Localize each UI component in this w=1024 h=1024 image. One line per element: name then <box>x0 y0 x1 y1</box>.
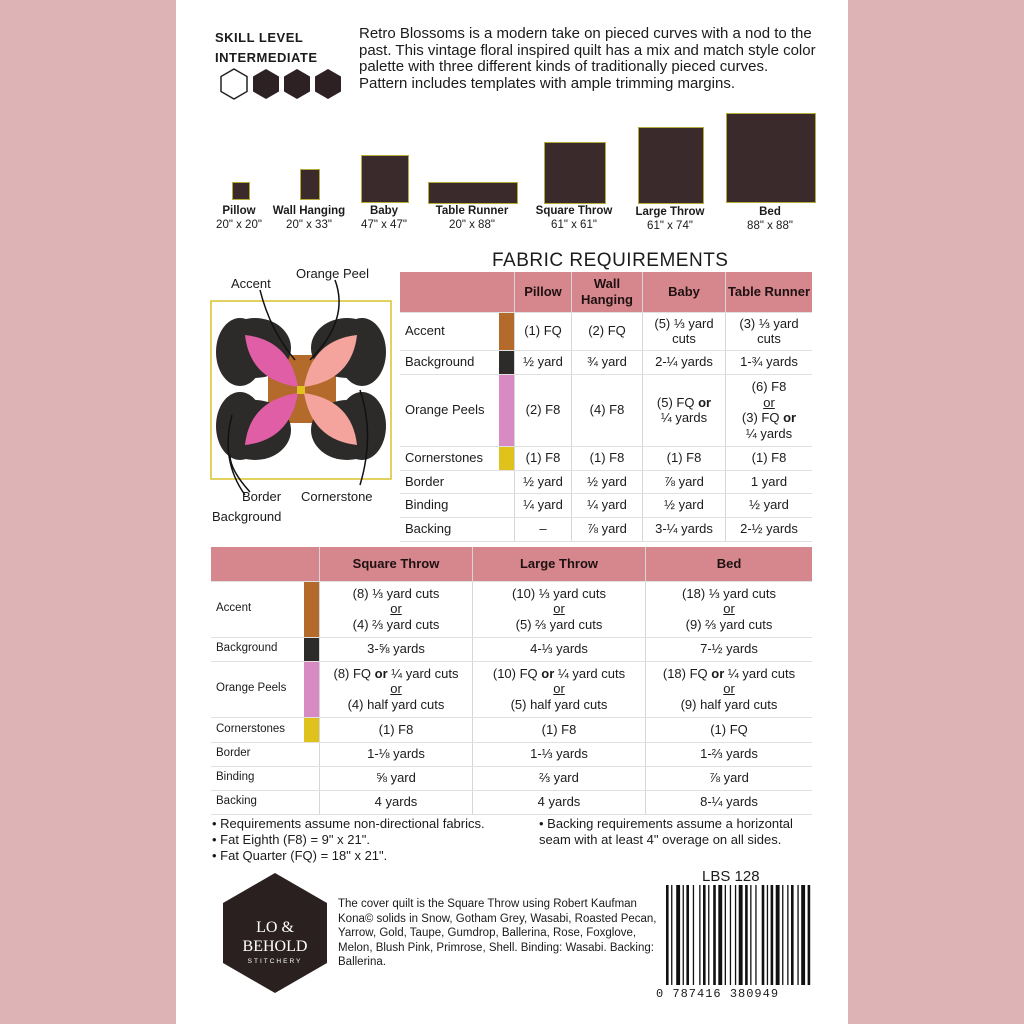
table1-cell: (1) F8 <box>515 446 572 470</box>
table2-header-bed: Bed <box>646 547 813 581</box>
barcode-bar <box>686 885 689 985</box>
table1-cell: ⅞ yard <box>572 517 643 541</box>
pattern-description: Retro Blossoms is a modern take on pieced curves with a nod to the past. This vintage floral inspired quilt has a mix and match style color palette with three different kinds of traditionally pieced curves. Pattern includes templates with ample trimming margins. <box>359 25 816 92</box>
logo-text-line2: BEHOLD <box>242 938 308 955</box>
barcode-bar <box>671 885 672 985</box>
table2-cell: (1) F8 <box>320 717 473 742</box>
table1-cell: (3) ⅓ yard cuts <box>726 312 813 350</box>
barcode-bar <box>791 885 794 985</box>
table2-cell: 7-½ yards <box>646 637 813 661</box>
table1-cell: (2) F8 <box>515 374 572 446</box>
table1-cell: ½ yard <box>572 470 643 493</box>
table1-cell-line: (6) F8 <box>751 379 787 394</box>
logo-text-line1: LO & <box>256 919 294 936</box>
barcode-bar <box>771 885 774 985</box>
table2-label-border: Border <box>211 742 304 766</box>
size-label-wall-hanging: Wall Hanging <box>272 205 346 217</box>
skill-level <box>215 28 318 68</box>
table1-cell-line: ¼ yards <box>660 410 708 425</box>
table1-cell: 1 yard <box>726 470 813 493</box>
table1-cell: (1) F8 <box>643 446 726 470</box>
fabric-requirements-title: FABRIC REQUIREMENTS <box>492 250 729 271</box>
barcode-bar <box>767 885 768 985</box>
table1-cell <box>643 374 726 446</box>
table2-cell-line: (4) ⅔ yard cuts <box>352 616 440 632</box>
table2-cell-or: or <box>553 601 565 617</box>
table1-header-wall-hanging: Wall Hanging <box>572 272 643 312</box>
table1-cell: (4) F8 <box>572 374 643 446</box>
table2-cell-line: (4) half yard cuts <box>347 696 445 712</box>
table1-cell: 2-½ yards <box>726 517 813 541</box>
barcode-bar <box>750 885 751 985</box>
barcode-digits-right: 380949 <box>729 987 780 1001</box>
barcode-bar <box>699 885 700 985</box>
lo-and-behold-logo <box>222 872 328 994</box>
table2-cell-or: or <box>723 601 735 617</box>
table1-cell-line: ¼ yards <box>745 425 793 441</box>
barcode-bar <box>755 885 756 985</box>
table2-label-backing: Backing <box>211 790 304 814</box>
table1-swatch-accent <box>499 312 515 350</box>
barcode-bar <box>708 885 709 985</box>
table1-cell: (2) FQ <box>572 312 643 350</box>
table2-cell: 8-¼ yards <box>646 790 813 814</box>
table1-label-accent: Accent <box>400 312 499 350</box>
table1-cell: ¼ yard <box>515 493 572 517</box>
size-thumb-large-throw <box>638 127 704 204</box>
barcode-bar <box>725 885 726 985</box>
skill-hex-2 <box>253 69 279 99</box>
barcode-bar <box>703 885 706 985</box>
table1-swatch-empty <box>499 517 515 541</box>
logo-text-line3: STITCHERY <box>247 958 303 965</box>
table2-swatch-empty <box>304 766 320 790</box>
barcode-bar <box>713 885 716 985</box>
table1-cell: ⅞ yard <box>643 470 726 493</box>
table2-cell: 4 yards <box>320 790 473 814</box>
size-dim-wall-hanging: 20" x 33" <box>286 219 332 231</box>
size-dim-large-throw: 61" x 74" <box>647 220 693 232</box>
table2-cell: 1-⅓ yards <box>473 742 646 766</box>
table2-cell: ⅝ yard <box>320 766 473 790</box>
table1-cell-or-underlined: or <box>763 394 775 410</box>
table1-label-orange-peels: Orange Peels <box>400 374 499 446</box>
notes-right: • Backing requirements assume a horizontal seam with at least 4" overage on all sides. <box>539 816 793 847</box>
size-thumb-bed <box>726 113 816 203</box>
size-thumb-table-runner <box>428 182 518 204</box>
barcode-bar <box>762 885 765 985</box>
size-thumb-pillow <box>232 182 250 200</box>
table2-cell-line: (8) FQ <box>333 665 372 681</box>
cover-quilt-credit: The cover quilt is the Square Throw using Robert Kaufman Kona© solids in Snow, Gotham Grey, Wasabi, Roasted Pecan, Yarrow, Gold, Taupe, Gumdrop, Ballerina, Rose, Foxglove, Melon, Blush Pink, Primrose, Shell. Binding: Wasabi. Backing: Ballerina. <box>338 898 657 968</box>
skill-hex-1 <box>221 69 247 99</box>
table2-cell-or-bold: or <box>711 665 725 681</box>
table2-cell-line: ¼ yard cuts <box>557 665 626 681</box>
table2-cell-or-bold: or <box>541 665 555 681</box>
barcode-bar <box>787 885 788 985</box>
table2-cell <box>473 581 646 637</box>
size-label-bed: Bed <box>759 206 781 218</box>
skill-hexagons <box>219 67 345 101</box>
table2-label-accent: Accent <box>211 581 304 637</box>
table1-cell: – <box>515 517 572 541</box>
size-dim-square-throw: 61" x 61" <box>551 219 597 231</box>
table2-cell: 4 yards <box>473 790 646 814</box>
fabric-table-small <box>400 272 812 542</box>
barcode-bar <box>797 885 798 985</box>
size-thumb-baby <box>361 155 409 203</box>
table1-cell: ½ yard <box>515 350 572 374</box>
table2-swatch-empty <box>304 790 320 814</box>
table2-cell-line: (18) ⅓ yard cuts <box>682 585 776 601</box>
skill-level-value: INTERMEDIATE <box>215 50 318 65</box>
note-line: • Requirements assume non-directional fabrics. <box>212 816 485 831</box>
table2-header-large-throw: Large Throw <box>473 547 646 581</box>
table1-cell-line: (5) FQ <box>656 394 695 410</box>
left-border <box>0 0 176 1024</box>
barcode-bar <box>735 885 736 985</box>
barcode-digit-lead: 0 <box>656 987 665 1001</box>
table2-label-cornerstones: Cornerstones <box>211 717 304 742</box>
barcode-bar <box>683 885 684 985</box>
skill-hex-3 <box>284 69 310 99</box>
table2-cell: ⅔ yard <box>473 766 646 790</box>
table2-cell-line: ¼ yard cuts <box>391 665 459 681</box>
size-dim-table-runner: 20" x 88" <box>449 219 495 231</box>
table2-cell <box>646 661 813 717</box>
table1-label-cornerstones: Cornerstones <box>400 446 499 470</box>
table2-swatch-accent <box>304 581 320 637</box>
notes-left <box>212 816 542 864</box>
table2-header-blank <box>211 547 320 581</box>
size-thumb-wall-hanging <box>300 169 320 200</box>
diagram-arrows <box>200 260 400 510</box>
skill-hex-4 <box>315 69 341 99</box>
size-label-table-runner: Table Runner <box>435 205 509 217</box>
size-dim-pillow: 20" x 20" <box>216 219 262 231</box>
table1-cell: ½ yard <box>515 470 572 493</box>
table2-label-orange-peels: Orange Peels <box>211 661 304 717</box>
barcode-bar <box>718 885 722 985</box>
table1-header-baby: Baby <box>643 272 726 312</box>
table2-swatch-orange-peels <box>304 661 320 717</box>
table1-cell: 1-¾ yards <box>726 350 813 374</box>
table2-cell-or: or <box>390 681 402 697</box>
note-line: • Fat Eighth (F8) = 9" x 21". <box>212 832 370 847</box>
table2-cell <box>320 581 473 637</box>
table1-label-background: Background <box>400 350 499 374</box>
table2-header-square-throw: Square Throw <box>320 547 473 581</box>
table2-label-binding: Binding <box>211 766 304 790</box>
table2-cell-or: or <box>390 601 402 617</box>
table2-cell <box>646 581 813 637</box>
size-label-large-throw: Large Throw <box>635 206 705 218</box>
barcode-bar <box>808 885 811 985</box>
barcode-bar <box>776 885 780 985</box>
table2-cell-line: ¼ yard cuts <box>727 665 796 681</box>
table1-cell: 2-¼ yards <box>643 350 726 374</box>
diagram-label-cornerstone: Cornerstone <box>301 489 373 504</box>
table2-cell: 4-⅓ yards <box>473 637 646 661</box>
table2-cell-or: or <box>553 681 565 697</box>
table1-swatch-empty <box>499 493 515 517</box>
table1-swatch-empty <box>499 470 515 493</box>
barcode-bar <box>666 885 669 985</box>
table1-cell: (1) F8 <box>726 446 813 470</box>
size-dim-bed: 88" x 88" <box>747 220 793 232</box>
table2-cell-line: (10) FQ <box>492 665 538 681</box>
table2-cell: 3-⅝ yards <box>320 637 473 661</box>
table2-cell-line: (8) ⅓ yard cuts <box>352 585 440 601</box>
table2-cell <box>320 661 473 717</box>
barcode-bar <box>676 885 680 985</box>
table1-cell: ¼ yard <box>572 493 643 517</box>
table1-header-table-runner: Table Runner <box>726 272 813 312</box>
table1-label-binding: Binding <box>400 493 499 517</box>
table1-swatch-background <box>499 350 515 374</box>
table2-cell-line: (9) half yard cuts <box>680 696 778 712</box>
table1-swatch-cornerstones <box>499 446 515 470</box>
diagram-label-background: Background <box>212 509 282 524</box>
table2-cell: 1-⅛ yards <box>320 742 473 766</box>
size-label-square-throw: Square Throw <box>535 205 613 217</box>
table2-cell-or-bold: or <box>374 665 388 681</box>
barcode <box>666 885 812 990</box>
table2-cell-line: (5) half yard cuts <box>510 696 608 712</box>
table2-cell <box>473 661 646 717</box>
diagram-label-accent: Accent <box>231 276 271 291</box>
table2-swatch-cornerstones <box>304 717 320 742</box>
table2-cell-line: (9) ⅔ yard cuts <box>685 616 773 632</box>
table2-cell: (1) FQ <box>646 717 813 742</box>
table2-cell: 1-⅔ yards <box>646 742 813 766</box>
barcode-bar <box>782 885 783 985</box>
table1-cell: (1) F8 <box>572 446 643 470</box>
table1-header-pillow: Pillow <box>515 272 572 312</box>
table1-label-border: Border <box>400 470 499 493</box>
pattern-code: LBS 128 <box>702 868 760 885</box>
table1-cell-line: (3) FQ <box>741 410 780 425</box>
table1-label-backing: Backing <box>400 517 499 541</box>
size-label-pillow: Pillow <box>222 205 256 217</box>
barcode-digits <box>656 987 779 1001</box>
table2-cell: (1) F8 <box>473 717 646 742</box>
table1-cell: (1) FQ <box>515 312 572 350</box>
barcode-bar <box>745 885 748 985</box>
table1-cell: ½ yard <box>726 493 813 517</box>
size-thumb-square-throw <box>544 142 606 204</box>
size-label-baby: Baby <box>369 205 399 217</box>
table2-label-background: Background <box>211 637 304 661</box>
table2-cell-or: or <box>723 681 735 697</box>
table1-cell-or: or <box>698 394 712 410</box>
barcode-digits-left: 787416 <box>672 987 722 1001</box>
skill-level-heading: SKILL LEVEL <box>215 30 304 45</box>
barcode-bar <box>801 885 805 985</box>
table2-cell-line: (18) FQ <box>662 665 708 681</box>
note-line: • Fat Quarter (FQ) = 18" x 21". <box>212 848 388 863</box>
barcode-bar <box>693 885 694 985</box>
barcode-bar <box>730 885 731 985</box>
table1-cell: (5) ⅓ yard cuts <box>643 312 726 350</box>
diagram-label-orange-peel: Orange Peel <box>296 266 369 281</box>
barcode-bar <box>739 885 743 985</box>
fabric-table-large <box>211 547 812 815</box>
table2-cell: ⅞ yard <box>646 766 813 790</box>
table2-swatch-empty <box>304 742 320 766</box>
table2-cell-line: (10) ⅓ yard cuts <box>512 585 606 601</box>
right-border <box>848 0 1024 1024</box>
table1-cell: ½ yard <box>643 493 726 517</box>
table1-cell <box>726 374 813 446</box>
table1-cell: ¾ yard <box>572 350 643 374</box>
table1-header-blank <box>400 272 515 312</box>
table2-cell-line: (5) ⅔ yard cuts <box>515 616 603 632</box>
table1-cell: 3-¼ yards <box>643 517 726 541</box>
table1-swatch-orange-peels <box>499 374 515 446</box>
size-dim-baby: 47" x 47" <box>361 219 407 231</box>
diagram-label-border: Border <box>242 489 282 504</box>
table2-swatch-background <box>304 637 320 661</box>
table1-cell-or: or <box>783 410 797 425</box>
